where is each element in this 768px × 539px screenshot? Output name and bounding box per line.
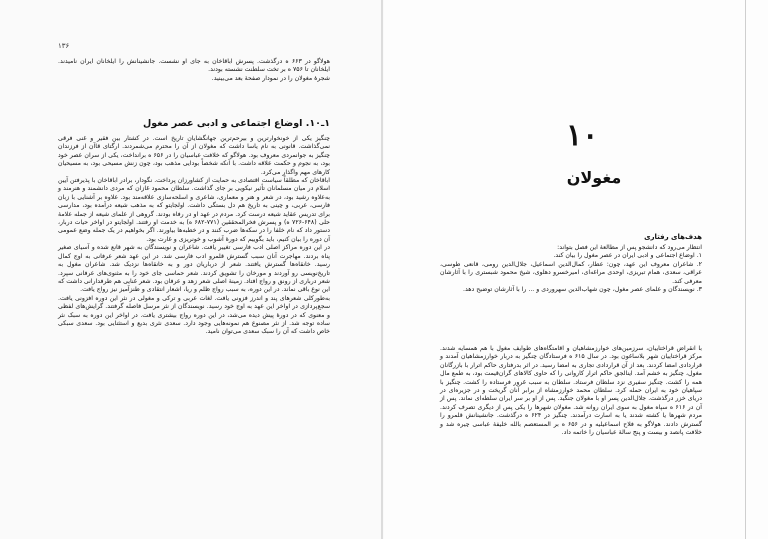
body-paragraph: چنگیز یکی از خونخوارترین و بیرحم‌ترین جهانگشایان تاریخ است. در کشتار بین فقیر و غنی فرقی نمی‌گذاشت. قانونی به نام یاسا داشت که مغولان از آن را محترم می‌شمردند. ارگتای قاآن از فرزندان چنگیز به جوانمردی معروف بود. هولاگو که خلافت عباسیان را در ۶۵۶ ه برانداخت، یکی از سران عصر خود بود، به نجوم و حکمت علاقه داشت. با آنکه شخصاً بودایی مذهب بود، چون زنش مسیحی بود، به مسیحیان کارهای مهم واگذار می‌کرد. — [58, 135, 330, 176]
intro-line: شجرهٔ مغولان را در نمودار صفحهٔ بعد می‌بینید. — [211, 74, 330, 82]
section-heading: ۱ـ۱۰. اوضاع اجتماعی و ادبی عصر مغول — [143, 118, 330, 129]
body-paragraph: با انقراض قراختاییان، سرزمین‌های خوارزمشاهیان و اقامتگاه‌های طوایف مغول با هم همسایه شدند. مرکز قراختاییان شهر بلاساغون بود. در سال ۶۱۵ ه فرستادگان چنگیز به دربار خوارزمشاهیان آمدند و قراردادی امضا کردند. بعد از آن قراردادی تجاری به امضا رسید. در اثر بدرفتاری حاکم اترار با بازرگانان مغول، چنگیز به خشم آمد. اینالجق حاکم اترار کاروانی را که حاوی کالاهای گران‌قیمت بود، به طمع مال همه را کشت. چنگیز سفیری نزد سلطان فرستاد. سلطان به سبب غرور فرستاده را کشت. چنگیز با سپاهیان خود به ایران حمله کرد. سلطان محمد خوارزمشاه از برابر آنان گریخت و در جزیره‌ای در دریای خزر درگذشت. جلال‌الدین پسر او با مغولان جنگید. پس از او بر سر ایران سلطه‌ای نماند. پس از آن در ۶۱۶ ه سپاه مغول به سوی ایران روانه شد. مغولان شهرها را یکی پس از دیگری تصرف کردند. مردم شهرها یا کشته شدند یا به اسارت درآمدند. چنگیز در ۶۲۴ ه درگذشت. جانشینانش قلمرو را گسترش دادند. هولاگو به فلاح اسماعیلیه و در ۶۵۶ ه بر المستعصم بالله خلیفهٔ عباسی چیره شد و خلافت پانصد و بیست و پنج سالهٔ عباسیان را خاتمه داد. — [440, 345, 703, 437]
chapter-number: ۱۰ — [566, 118, 599, 153]
list-item: ۲. شاعران معروف این عهد، چون: عطار، کمال‌الدین اسماعیل، جلال‌الدین رومی، قانعی طوسی، عراقی، سعدی، همام تبریزی، اوحدی مراغه‌ای، امیرخسرو دهلوی، شیخ محمود شبستری را با آثارشان معرفی کند. — [440, 260, 702, 285]
goals-intro: انتظار می‌رود که دانشجو پس از مطالعهٔ این فصل بتواند: — [557, 244, 702, 251]
list-item: ۳. نویسندگان و علمای عصر مغول، چون شهاب‌الدین سهروردی و ... را با آثارشان توضیح دهد. — [463, 286, 702, 294]
page-edge — [745, 0, 746, 539]
chapter-body — [440, 345, 702, 437]
body-paragraph: در این دوره مراکز اصلی ادب فارسی تغییر یافت. شاعران و نویسندگان به شهر قانع شده و آسیای صغیر پناه بردند. مهاجرت آنان سبب گسترش قلمرو ادب فارسی شد. در این عهد شعر عرفانی به اوج کمال رسید. خانقاه‌ها گسترش یافتند. شعر از درباریان دور و به خانقاه‌ها نزدیک شد. شاعران مغول به تاریخ‌نویسی رو آوردند و مورخان را تشویق کردند. شعر حماسی جای خود را به مثنوی‌های عرفانی سپرد. شعر درباری از رونق و رواج افتاد. زمینهٔ اصلی شعر زهد و عرفان بود. شعر غنایی هم طرفدارانی داشت که این نوع باقی نماند. در این دوره، به سبب رواج ظلم و ریا، اشعار انتقادی و طنزآمیز نیز رواج یافت. — [58, 244, 330, 294]
goals-heading: هدف‌های رفتاری — [644, 233, 702, 241]
goals-block — [440, 244, 702, 294]
chapter-title: مغولان — [566, 168, 622, 187]
list-item: ۱. اوضاع اجتماعی و ادبی ایران در عصر مغول را بیان کند. — [553, 252, 702, 260]
intro-paragraph: هولاگو در ۶۶۳ ه درگذشت. پسرش اباقاخان به جای او نشست. جانشینانش را ایلخانان ایران نامیدند. ایلخانان تا ۷۵۶ ه بر تخت سلطنت نشسته بودند. — [58, 58, 331, 74]
body-paragraph: اباقاخان که مطلقاً سیاست اقتصادی به حمایت از کشاورزان پرداخت. نگودار، برادر اباقاخان با پذیرفتن آیین اسلام در میان مسلمانان تأثیر نیکویی بر جای گذاشت. سلطان محمود غازان که مردی دانشمند و هنرمند و به‌علاوه رشید بود، در شعر و هنر و معماری، شاعری و اسلحه‌سازی علاقه‌مند بود. علاوه بر آشنایی با زبان فارسی، عربی، و چینی به تاریخ هم دل بستگی داشت. اولجایتو که به مذهب شیعه درآمده بود، مدارسی برای تدریس عقاید شیعه درست کرد. مردم در عهد او در رفاه بودند. گروهی از علمای شیعه از جمله علامهٔ حلی (۶۴۸-۷۲۶ ه) و پسرش فخرالمحققین (۷۷۱-۶۸۲ ه) به خدمت او رفتند. اولجایتو در اواخر حیات دربار، دستور داد که نام خلفا را در سکه‌ها ضرب کنند و در خطبه‌ها بیاورند. اگر بخواهیم در یک جمله وضع عمومی آن دوره را بیان کنیم، باید بگوییم که دورهٔ آشوب و خونریزی و غارت بود. — [58, 177, 330, 243]
intro-block — [58, 58, 330, 83]
book-spine — [381, 0, 383, 539]
body-paragraph: به‌طورکلی شعرهای پند و اندرز فزونی یافت. لغات عربی و ترکی و مغولی در نثر این دوره افزونی یافت. سجع‌پردازی در اواخر این عهد به اوج خود رسید. نویسندگان از نثر مرسل فاصله گرفتند. گرایش‌های لفظی و معنوی که در دورهٔ پیش دیده می‌شد، در این دوره رواج بیشتری یافت. در اواخر این دوره به سبک نثر ساده توجه شد. از نثر مصنوع هم نمونه‌هایی وجود دارد. سعدی نثری بدیع و استثنایی بود. سعدی سبکی خاص داشت که آن را سبک سعدی می‌توان نامید. — [58, 294, 330, 336]
page-number: ١٣۶ — [58, 42, 70, 50]
goals-list — [440, 252, 702, 294]
section-body — [58, 135, 330, 337]
